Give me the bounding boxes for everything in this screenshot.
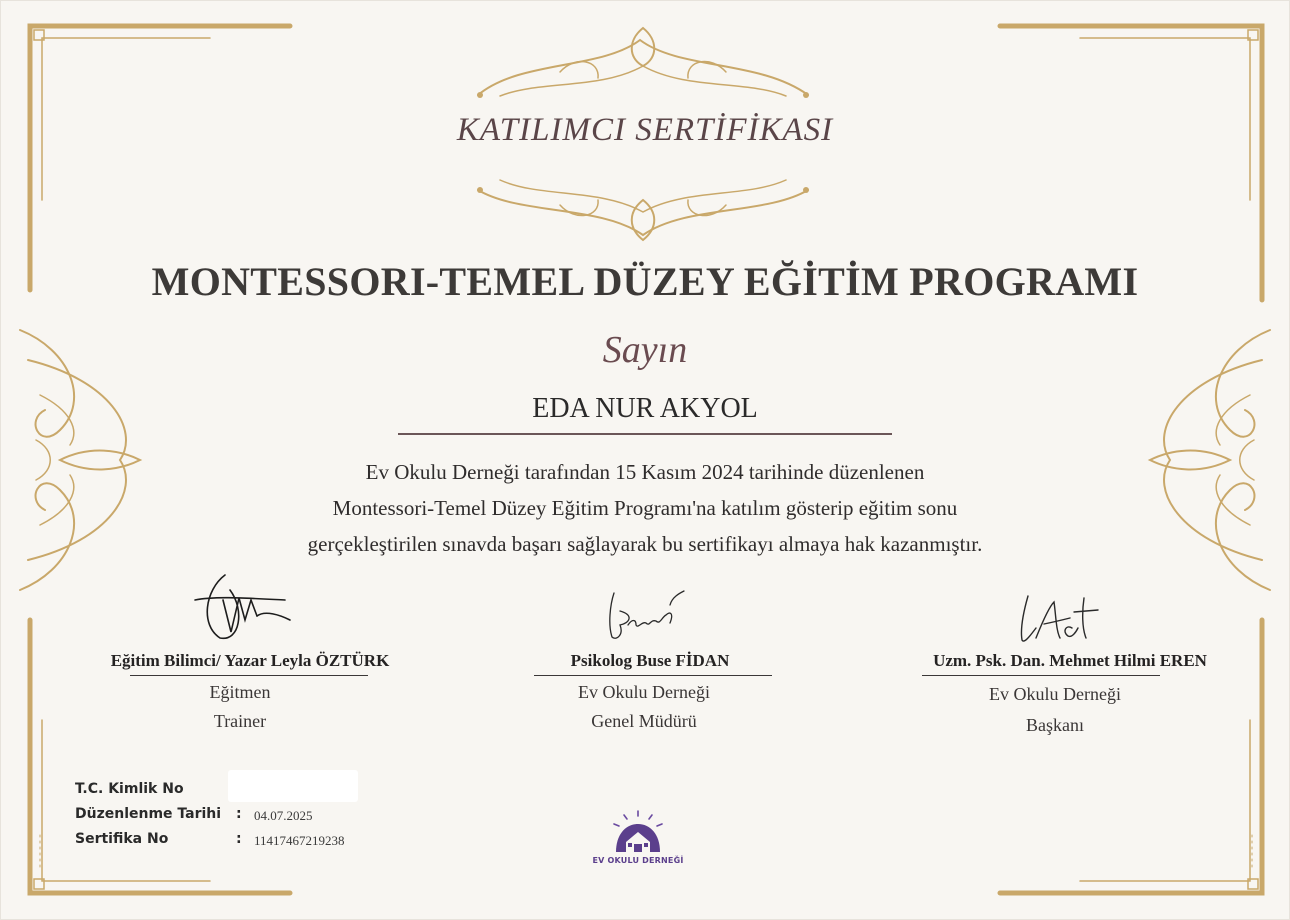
- signature-2: [600, 585, 695, 645]
- body-line: Ev Okulu Derneği tarafından 15 Kasım 2024 tarihinde düzenlenen: [365, 460, 925, 484]
- body-line: Montessori-Temel Düzey Eğitim Programı'na katılım gösterip eğitim sonu: [332, 496, 958, 520]
- issue-date-value: 04.07.2025: [254, 808, 313, 823]
- signatory-1-name: Eğitim Bilimci/ Yazar Leyla ÖZTÜRK: [110, 651, 390, 670]
- program-title: MONTESSORI-TEMEL DÜZEY EĞİTİM PROGRAMI: [151, 259, 1139, 304]
- recipient-underline: [398, 433, 892, 435]
- signatory-2-line: [534, 675, 772, 676]
- signatory-1-line: [130, 675, 368, 676]
- certificate-number-colon: :: [236, 831, 242, 847]
- signatory-3-line: [922, 675, 1160, 676]
- issue-date-colon: :: [236, 806, 242, 822]
- signatory-3-org: Ev Okulu Derneği: [989, 684, 1121, 704]
- signatory-2-name: Psikolog Buse FİDAN: [570, 651, 730, 670]
- signatory-1-role-en: Trainer: [213, 711, 267, 731]
- signature-1: [185, 570, 295, 645]
- id-number-label: T.C. Kimlik No: [75, 781, 184, 797]
- certificate-body: [180, 454, 1110, 562]
- certificate-number-value: 11417467219238: [254, 833, 345, 848]
- redacted-id-number: [228, 770, 358, 802]
- signature-3: [1010, 588, 1105, 648]
- body-line: gerçekleştirilen sınavda başarı sağlayarak bu sertifikayı almaya hak kazanmıştır.: [307, 532, 983, 556]
- issue-date-label: Düzenlenme Tarihi: [75, 806, 222, 822]
- recipient-name: EDA NUR AKYOL: [532, 393, 758, 424]
- certificate-number-label: Sertifika No: [75, 831, 169, 847]
- signatory-3-title: Başkanı: [1026, 715, 1084, 735]
- signatory-3-name: Uzm. Psk. Dan. Mehmet Hilmi EREN: [933, 651, 1207, 670]
- signatory-2-title: Genel Müdürü: [591, 711, 697, 731]
- organization-logo-icon: [608, 808, 668, 856]
- signatory-1-role: Eğitmen: [209, 682, 271, 702]
- certificate-heading: KATILIMCI SERTİFİKASI: [456, 112, 834, 148]
- salutation: Sayın: [602, 329, 688, 371]
- organization-logo-text: EV OKULU DERNEĞİ: [592, 856, 684, 865]
- signatory-2-org: Ev Okulu Derneği: [578, 682, 710, 702]
